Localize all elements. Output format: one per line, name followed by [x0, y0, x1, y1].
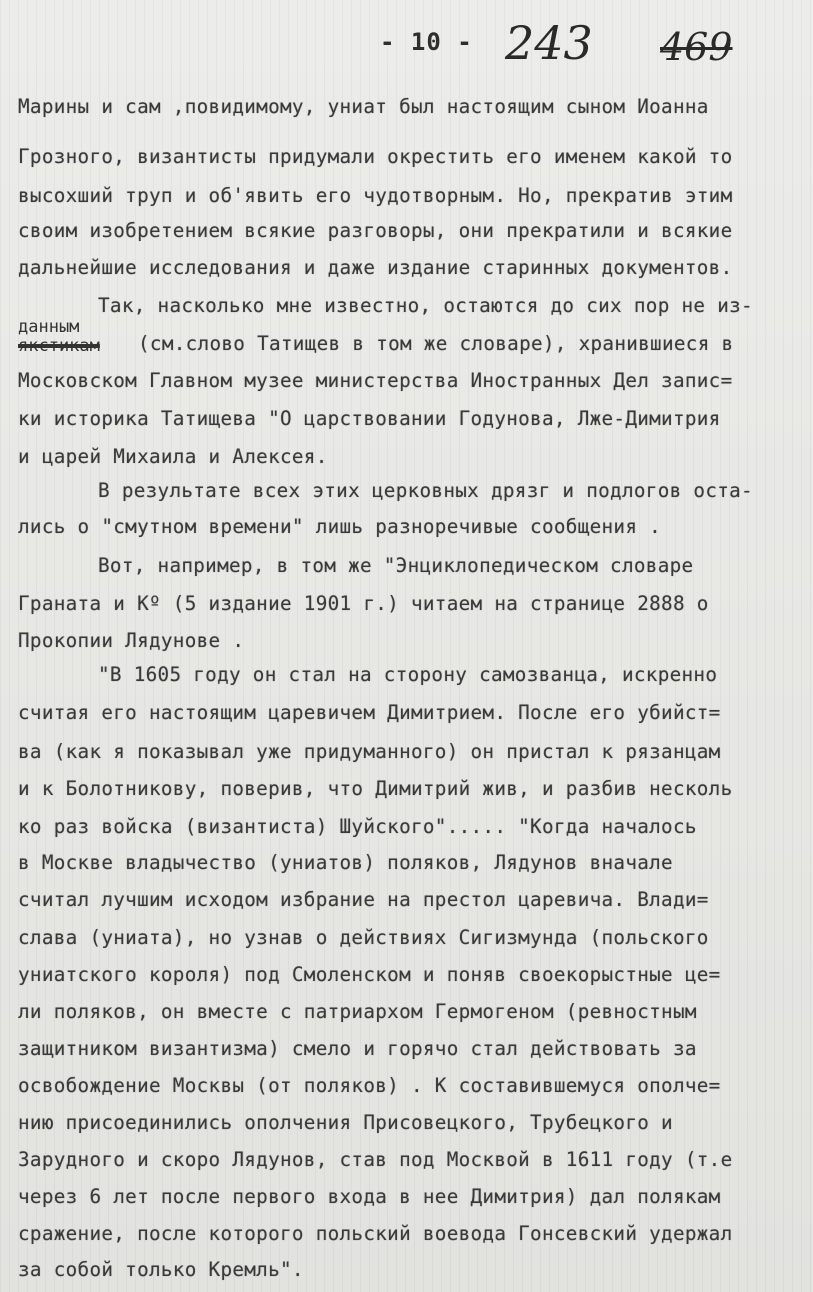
text-line-4: своим изобретением всякие разговоры, они прекратили и всякие — [18, 219, 733, 242]
text-line-7: (см.слово Татищев в том же словаре), хранившиеся в — [138, 332, 734, 355]
text-line-28: нию присоединились ополчения Присовецкого, Трубецкого и — [18, 1111, 673, 1134]
struck-word: якстикам — [18, 336, 100, 356]
text-line-10: и царей Михаила и Алексея. — [18, 445, 328, 468]
text-line-3: высохший труп и об'явить его чудотворным. Но, прекратив этим — [18, 184, 733, 207]
text-line-9: ки историка Татищева "О царствовании Годунова, Лже-Димитрия — [18, 407, 721, 430]
text-line-13: Вот, например, в том же "Энциклопедическом словаре — [98, 554, 694, 577]
text-line-17: считая его настоящим царевичем Димитрием. После его убийст= — [18, 701, 721, 724]
text-line-30: через 6 лет после первого входа в нее Димитрия) дал полякам — [18, 1185, 721, 1208]
text-line-2: Грозного, византисты придумали окрестить его именем какой то — [18, 145, 733, 168]
text-line-32: за собой только Кремль". — [18, 1258, 304, 1281]
text-line-31: сражение, после которого польский воевода Гонсевский удержал — [18, 1222, 733, 1245]
text-line-26: защитником византизма) смело и горячо стал действовать за — [18, 1037, 697, 1060]
text-line-22: считал лучшим исходом избрание на престол царевича. Влади= — [18, 888, 709, 911]
correction-block — [18, 318, 138, 358]
text-line-29: Зарудного и скоро Лядунов, став под Москвой в 1611 году (т.е — [18, 1148, 733, 1171]
text-line-15: Прокопии Лядунове . — [18, 629, 245, 652]
text-line-21: в Москве владычество (униатов) поляков, Лядунов вначале — [18, 851, 673, 874]
text-line-8: Московском Главном музее министерства Иностранных Дел запис= — [18, 369, 733, 392]
text-line-1: Марины и сам ,повидимому, униат был настоящим сыном Иоанна — [18, 95, 709, 118]
text-line-5: дальнейшие исследования и даже издание старинных документов. — [18, 256, 733, 279]
text-line-20: ко раз войска (византиста) Шуйского"..... "Когда началось — [18, 815, 697, 838]
text-line-23: слава (униата), но узнав о действиях Сигизмунда (польского — [18, 926, 709, 949]
text-line-24: униатского короля) под Смоленском и поняв своекорыстные це= — [18, 963, 721, 986]
text-line-6: Так, насколько мне известно, остаются до сих пор не из- — [98, 294, 753, 317]
text-line-27: освобождение Москвы (от поляков) . К составившемуся ополче= — [18, 1074, 721, 1097]
archive-number-struck: 469 — [660, 25, 733, 69]
text-line-18: ва (как я показывал уже придуманного) он пристал к рязанцам — [18, 740, 721, 763]
text-line-12: лись о "смутном времени" лишь разноречивые сообщения . — [18, 515, 662, 538]
text-line-11: В результате всех этих церковных дрязг и подлогов оста- — [98, 479, 753, 502]
archive-number-handwritten: 243 — [505, 16, 593, 70]
text-line-25: ли поляков, он вместе с патриархом Гермогеном (ревностным — [18, 1000, 697, 1023]
page-number: - 10 - — [380, 28, 473, 56]
text-line-16: "В 1605 году он стал на сторону самозванца, искренно — [98, 663, 718, 686]
text-line-19: и к Болотникову, поверив, что Димитрий жив, и разбив несколь — [18, 777, 733, 800]
inserted-word: данным — [18, 317, 80, 337]
text-line-14: Граната и Кº (5 издание 1901 г.) читаем на странице 2888 о — [18, 592, 709, 615]
